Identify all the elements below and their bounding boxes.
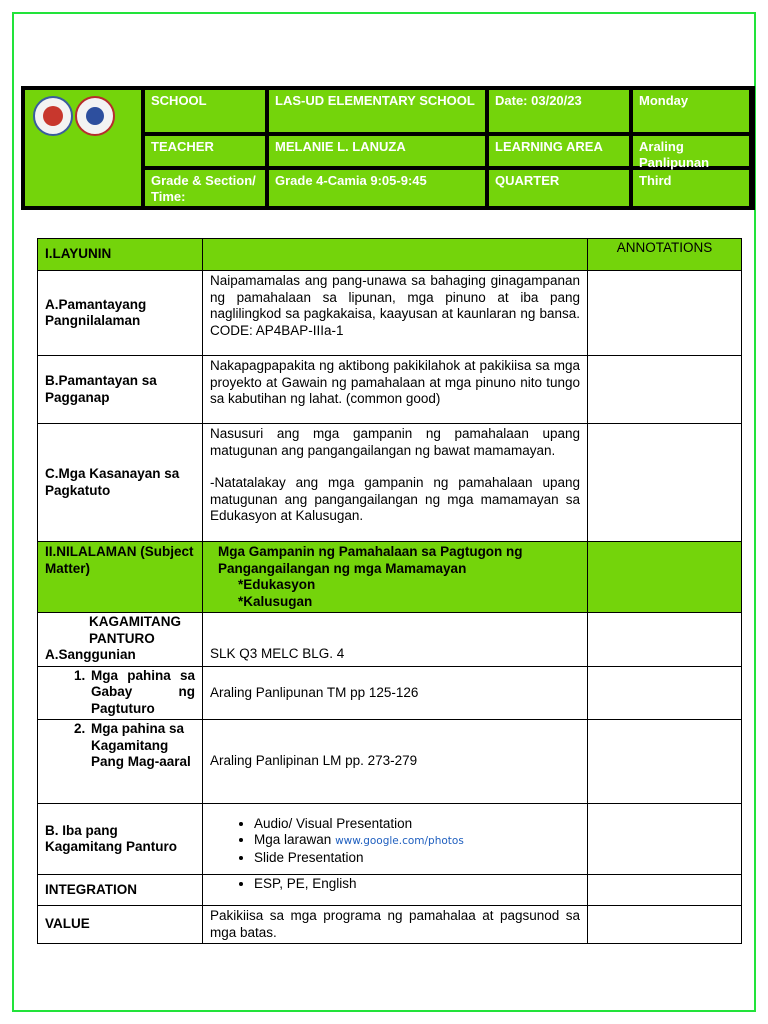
annotation-cell [588,356,742,424]
layunin-heading-blank [203,239,588,271]
pamantayan-sa-pagganap-text: Nakapagpapakita ng aktibong pakikilahok at pakikiisa sa mga proyekto at Gawain ng pamahalaan at mga pinuno nito tungo sa kabutihan ng lahat. (common good) [203,356,588,424]
sanggunian-label: A.Sanggunian [45,647,136,662]
learning-area-label: LEARNING AREA [489,136,629,166]
annotation-cell [588,720,742,804]
table-row [38,720,742,804]
nilalaman-item: *Edukasyon [238,577,316,592]
table-row [38,424,742,542]
logo-cell [25,90,141,206]
layunin-heading: I.LAYUNIN [38,239,203,271]
nilalaman-row [38,542,742,613]
grade-section-value: Grade 4-Camia 9:05-9:45 [269,170,485,206]
annotation-cell [588,804,742,875]
annotation-cell [588,542,742,613]
table-row [38,613,742,667]
value-text: Pakikiisa sa mga programa ng pamahalaa at pagsunod sa mga batas. [203,906,588,944]
list-item: • Slide Presentation [254,850,580,867]
iba-pang-kagamitan-label: B. Iba pang Kagamitang Panturo [38,804,203,875]
annotation-cell [588,906,742,944]
kagamitan-heading: KAGAMITANG PANTURO [89,614,181,646]
deped-seal-logo [33,96,73,136]
annotation-cell [588,424,742,542]
gabay-label-cell [38,666,203,720]
integration-label: INTEGRATION [38,875,203,906]
table-row [38,875,742,906]
annotation-cell [588,613,742,667]
materials-list [210,816,580,867]
sanggunian-value: SLK Q3 MELC BLG. 4 [203,613,588,667]
layunin-header-row [38,239,742,271]
kasanayan-label: C.Mga Kasanayan sa Pagkatuto [38,424,203,542]
table-row [38,906,742,944]
annotation-cell [588,666,742,720]
school-label: SCHOOL [145,90,265,132]
kasanayan-text-cell [203,424,588,542]
list-item: • Audio/ Visual Presentation [254,816,580,833]
integration-value: • ESP, PE, English [254,876,580,893]
nilalaman-title: Mga Gampanin ng Pamahalaan sa Pagtugon ng Pangangailangan ng mga Mamamayan [218,544,523,576]
lm-label-cell [38,720,203,804]
table-row [38,271,742,356]
kasanayan-text-1: Nasusuri ang mga gampanin ng pamahalaan upang matugunan ang pangangailangan ng bawat mamamayan. [210,426,580,458]
lm-label: 2. Mga pahina sa Kagamitang Pang Mag-aaral [89,721,195,771]
photos-link[interactable]: www.google.com/photos [335,835,464,848]
annotations-label: ANNOTATIONS [588,239,742,271]
list-item [254,832,580,850]
nilalaman-content [203,542,588,613]
mga-larawan-text: Mga larawan [254,832,332,848]
date-label: Date: 03/20/23 [489,90,629,132]
kasanayan-text-2: -Natatalakay ang mga gampanin ng pamahalaan upang matugunan ang pangangailangan ng mga mamamayan sa Edukasyon at Kalusugan. [210,475,580,523]
pamantayan-sa-pagganap-label: B.Pamantayan sa Pagganap [38,356,203,424]
annotation-cell [588,271,742,356]
teacher-value: MELANIE L. LANUZA [269,136,485,166]
lm-value: Araling Panlipinan LM pp. 273-279 [203,720,588,804]
header-table [21,86,755,210]
table-row [38,666,742,720]
gabay-label: 1. Mga pahina sa Gabay ng Pagtuturo [89,668,195,718]
school-value: LAS-UD ELEMENTARY SCHOOL [269,90,485,132]
grade-section-label: Grade & Section/ Time: [145,170,265,206]
table-row [38,804,742,875]
pamantayang-pangnilalaman-text: Naipamamalas ang pang-unawa sa bahaging ginagampanan ng pamahalaan sa lipunan, mga pinuno at iba pang naglilingkod sa pagkakaisa, kaayusan at kaunlaran ng bansa. CODE: AP4BAP-IIIa-1 [203,271,588,356]
teacher-label: TEACHER [145,136,265,166]
pamantayang-pangnilalaman-label: A.Pamantayang Pangnilalaman [38,271,203,356]
nilalaman-item: *Kalusugan [238,593,313,609]
school-seal-logo [75,96,115,136]
integration-cell [203,875,588,906]
value-label: VALUE [38,906,203,944]
annotation-cell [588,875,742,906]
nilalaman-label: II.NILALAMAN (Subject Matter) [38,542,203,613]
lesson-plan-table [37,238,742,944]
materials-cell [203,804,588,875]
quarter-value: Third [633,170,749,206]
quarter-label: QUARTER [489,170,629,206]
learning-area-value: Araling Panlipunan [633,136,749,166]
day-value: Monday [633,90,749,132]
table-row [38,356,742,424]
gabay-value: Araling Panlipunan TM pp 125-126 [203,666,588,720]
kagamitan-label-cell [38,613,203,667]
